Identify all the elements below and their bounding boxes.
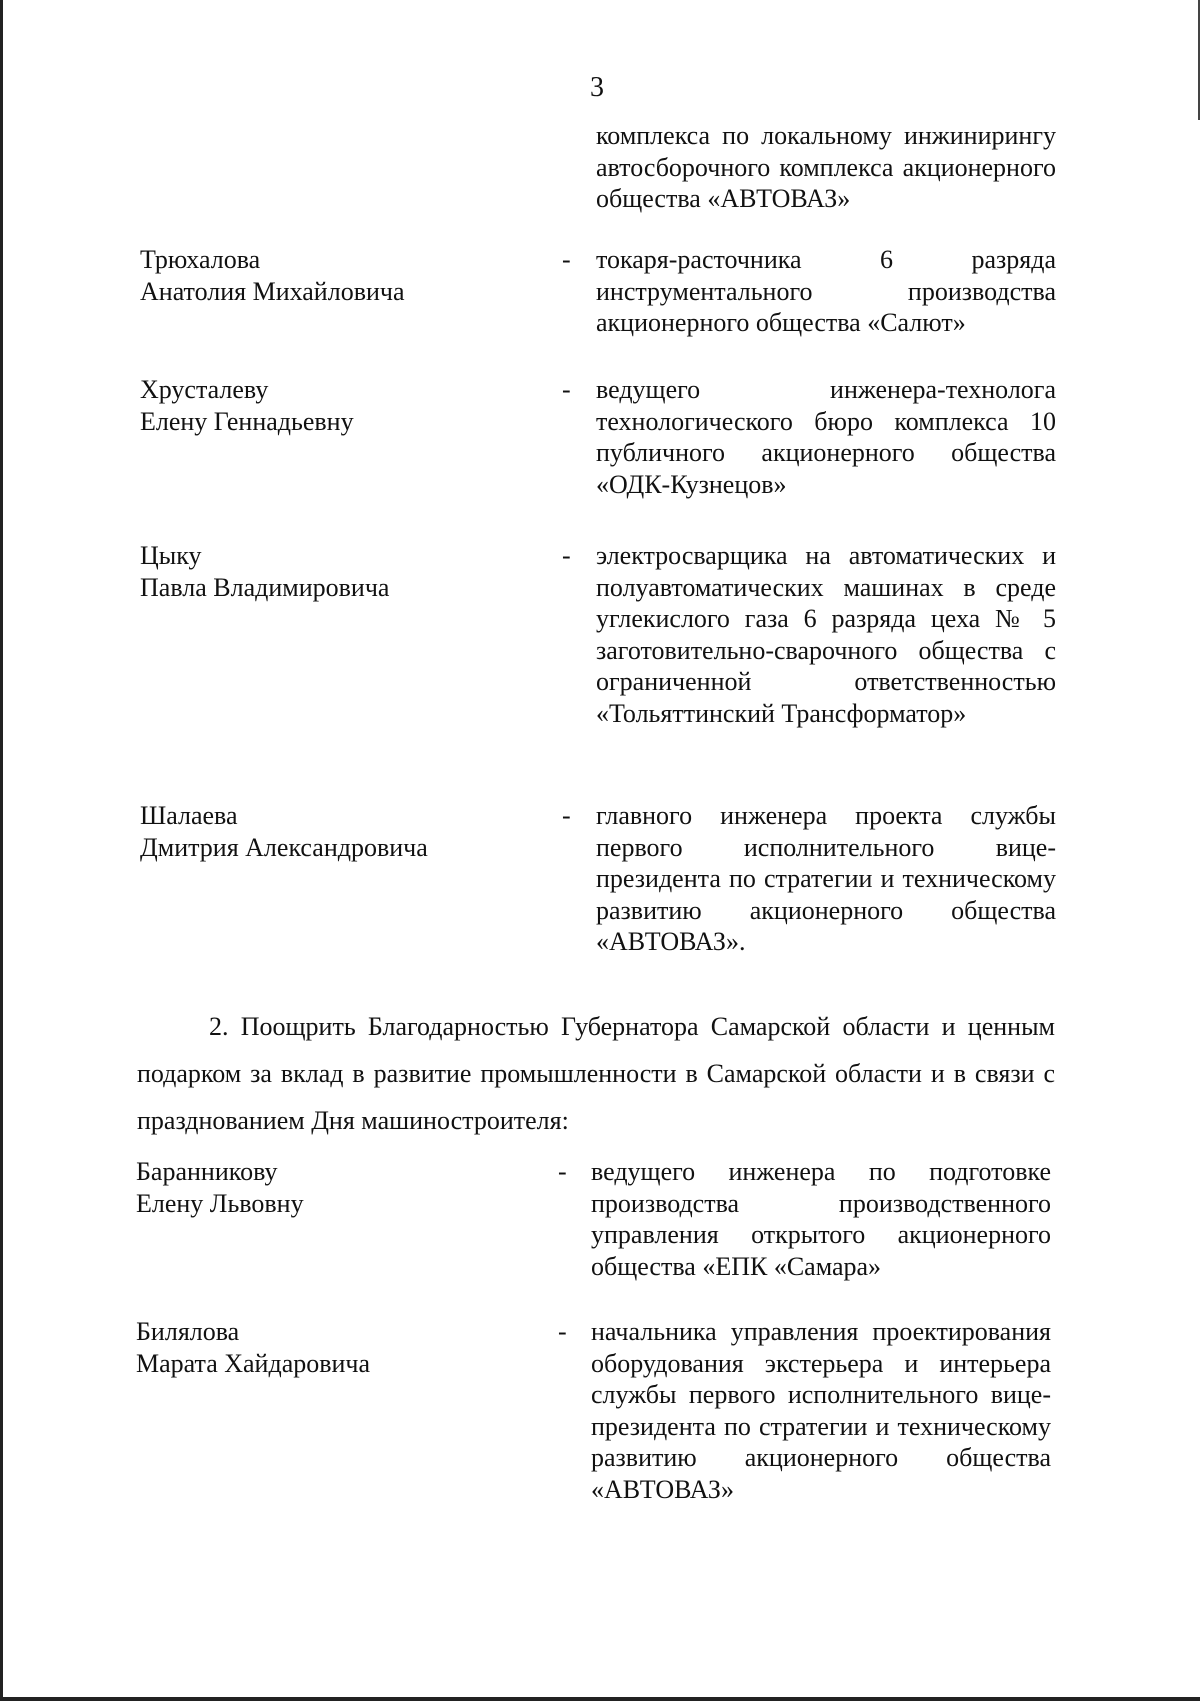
entry-description: главного инженера проекта службы первого исполнительного вице-президента по стратегии и техническому развитию акционерного общества «АВТОВАЗ».	[596, 801, 1056, 956]
entry-description: ведущего инженера-технолога технологического бюро комплекса 10 публичного акционерного общества «ОДК-Кузнецов»	[596, 375, 1056, 499]
entry-description: ведущего инженера по подготовке производства производственного управления открытого акционерного общества «ЕПК «Самара»	[591, 1157, 1051, 1281]
entry-description: токаря-расточника 6 разряда инструментального производства акционерного общества «Салют»	[596, 245, 1056, 337]
person-surname: Хрусталеву	[140, 375, 269, 404]
entry-description: комплекса по локальному инжинирингу автосборочного комплекса акционерного общества «АВТОВАЗ»	[596, 121, 1056, 213]
person-given-name: Марата Хайдаровича	[136, 1349, 371, 1378]
paragraph-text: 2. Поощрить Благодарностью Губернатора Самарской области и ценным подарком за вклад в развитие промышленности в Самарской области и в связи с празднованием Дня машиностроителя:	[137, 1012, 1055, 1135]
person-given-name: Дмитрия Александровича	[140, 833, 428, 862]
person-name	[136, 1156, 556, 1220]
person-name	[140, 374, 560, 438]
entry-description: начальника управления проектирования оборудования экстерьера и интерьера службы первого исполнительного вице-президента по стратегии и техническому развитию акционерного общества «АВТОВАЗ»	[591, 1317, 1051, 1504]
section-2-paragraph	[137, 1003, 1055, 1144]
person-name	[140, 800, 560, 864]
entry-dash: -	[562, 801, 571, 830]
person-surname: Баранникову	[136, 1157, 278, 1186]
person-name	[140, 244, 560, 308]
person-given-name: Елену Геннадьевну	[140, 407, 354, 436]
scan-border-left	[0, 0, 3, 1701]
entry-dash: -	[558, 1157, 567, 1186]
person-given-name: Павла Владимировича	[140, 573, 390, 602]
person-given-name: Анатолия Михайловича	[140, 277, 405, 306]
person-surname: Шалаева	[140, 801, 238, 830]
person-name	[136, 1316, 556, 1380]
person-surname: Билялова	[136, 1317, 240, 1346]
page-number: 3	[590, 72, 604, 103]
person-surname: Трюхалова	[140, 245, 261, 274]
person-given-name: Елену Львовну	[136, 1189, 304, 1218]
entry-description: электросварщика на автоматических и полуавтоматических машинах в среде углекислого газа 6 разряда цеха № 5 заготовительно-сварочного общества с ограниченной ответственностью «Тольяттинский Трансформатор»	[596, 541, 1056, 728]
scan-border-bottom	[0, 1697, 1200, 1701]
entry-dash: -	[562, 245, 571, 274]
entry-dash: -	[562, 541, 571, 570]
entry-dash: -	[558, 1317, 567, 1346]
person-surname: Цыку	[140, 541, 202, 570]
person-name	[140, 540, 560, 604]
entry-dash: -	[562, 375, 571, 404]
